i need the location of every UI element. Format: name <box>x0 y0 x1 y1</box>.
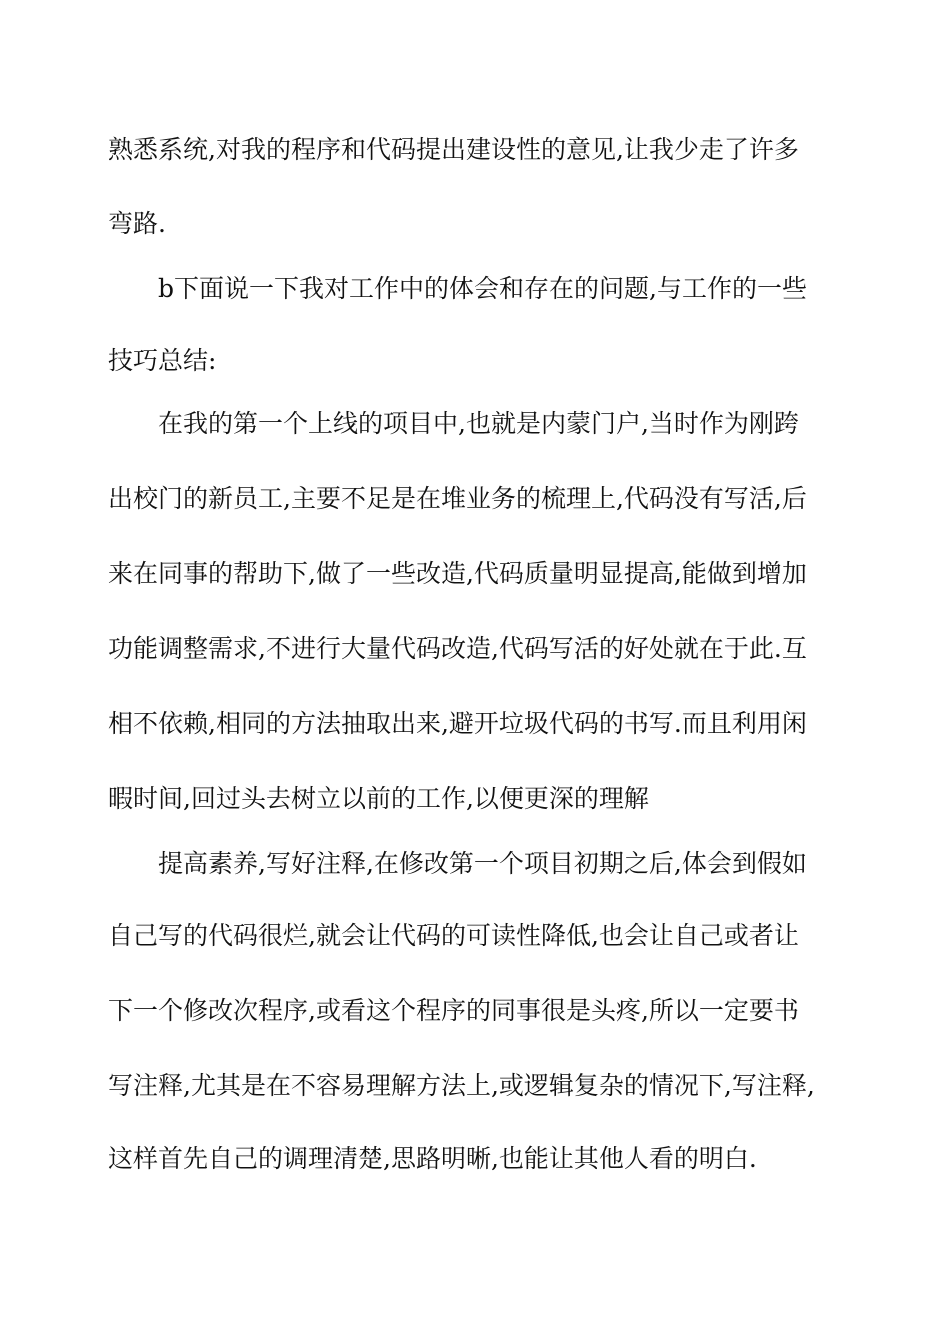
text-line: 出校门的新员工,主要不足是在堆业务的梳理上,代码没有写活,后 <box>108 484 807 513</box>
text-line: 相不依赖,相同的方法抽取出来,避开垃圾代码的书写.而且利用闲 <box>108 709 807 738</box>
text-line: 功能调整需求,不进行大量代码改造,代码写活的好处就在于此.互 <box>108 634 807 663</box>
text-line: 暇时间,回过头去树立以前的工作,以便更深的理解 <box>108 784 649 813</box>
text-line: 熟悉系统,对我的程序和代码提出建设性的意见,让我少走了许多 <box>108 135 799 164</box>
text-line: 来在同事的帮助下,做了一些改造,代码质量明显提高,能做到增加 <box>108 559 807 588</box>
text-line: 写注释,尤其是在不容易理解方法上,或逻辑复杂的情况下,写注释, <box>108 1071 815 1100</box>
paragraph-first-line: b下面说一下我对工作中的体会和存在的问题,与工作的一些 <box>158 274 807 303</box>
text-line: 自己写的代码很烂,就会让代码的可读性降低,也会让自己或者让 <box>108 921 799 950</box>
text-line: 弯路. <box>108 209 166 238</box>
text-line: 下一个修改次程序,或看这个程序的同事很是头疼,所以一定要书 <box>108 996 799 1025</box>
text-line: 技巧总结: <box>108 346 217 375</box>
paragraph-first-line: 在我的第一个上线的项目中,也就是内蒙门户,当时作为刚跨 <box>158 409 799 438</box>
text-line: 这样首先自己的调理清楚,思路明晰,也能让其他人看的明白. <box>108 1144 757 1173</box>
paragraph-first-line: 提高素养,写好注释,在修改第一个项目初期之后,体会到假如 <box>158 849 807 878</box>
